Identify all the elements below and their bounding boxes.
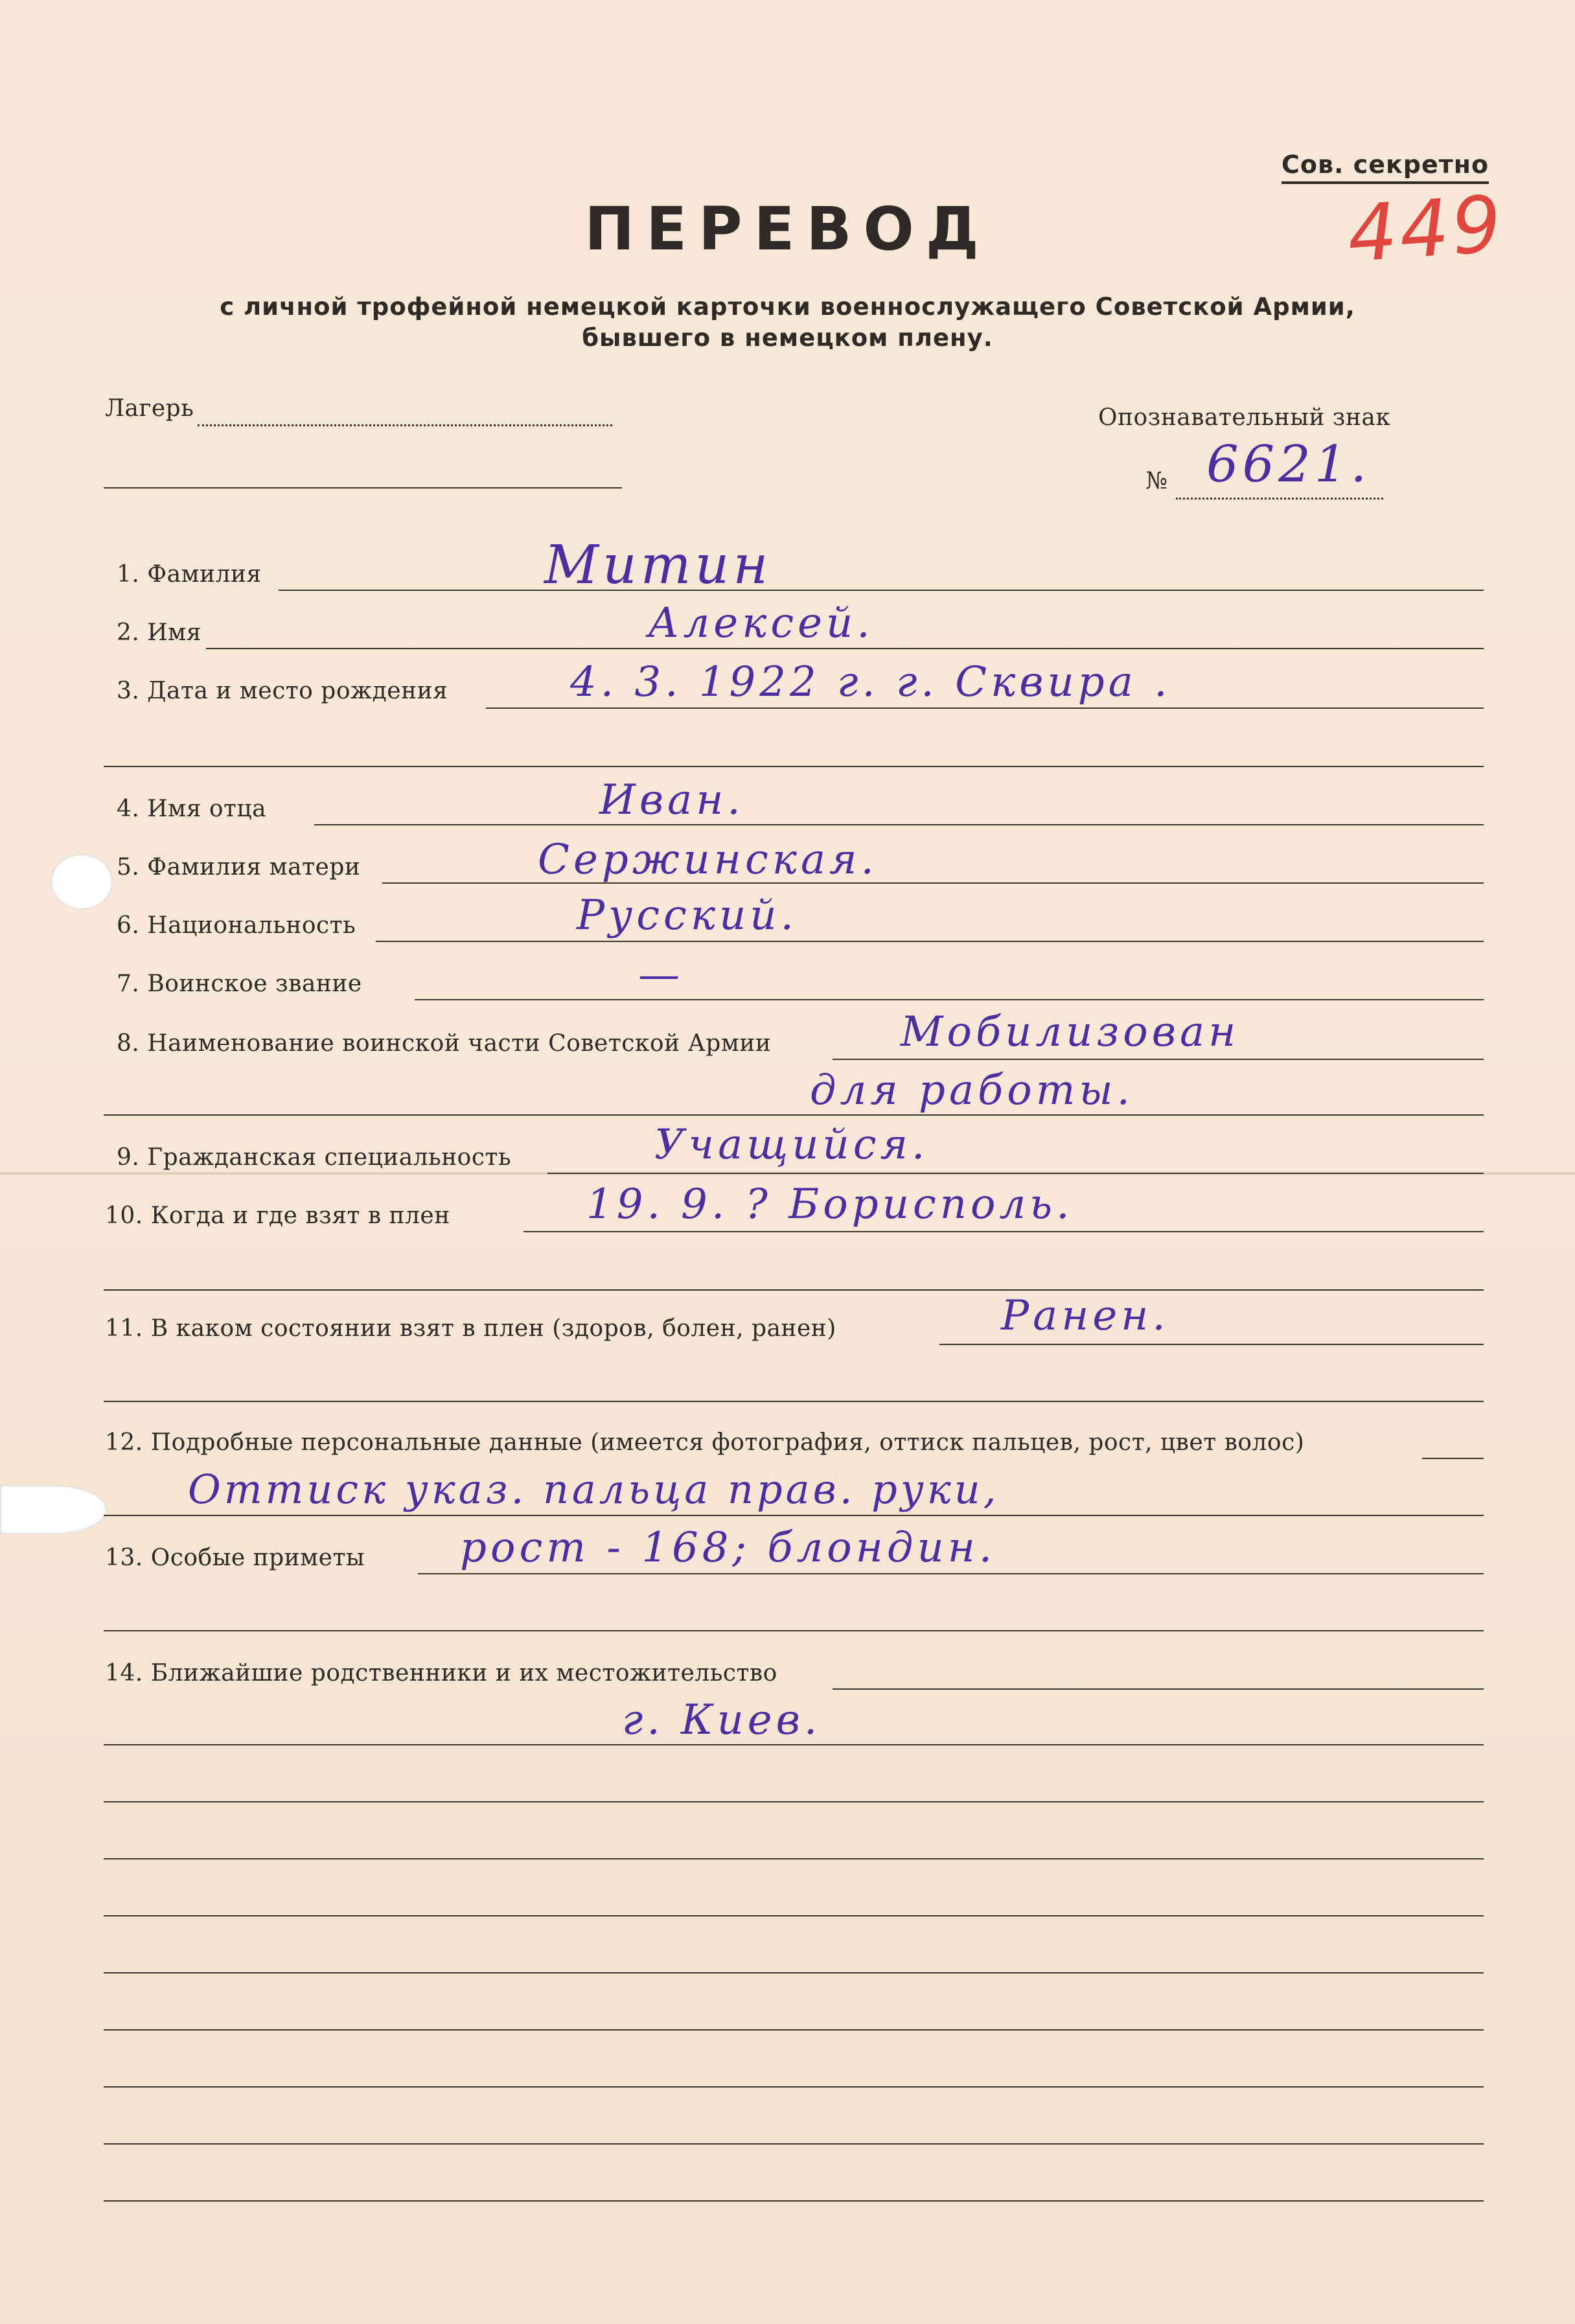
field-8-line-2 [104, 1114, 1484, 1116]
field-12-line-2 [104, 1515, 1484, 1516]
field-3-line-2 [104, 766, 1484, 767]
blank-line-3 [104, 1915, 1484, 1916]
field-8-value: Мобилизован [901, 1008, 1240, 1056]
id-number-value: 6621. [1206, 435, 1371, 494]
field-12-line [1422, 1458, 1484, 1459]
field-6-value: Русский. [577, 892, 798, 939]
field-6-label: 6. Национальность [117, 912, 356, 939]
field-13-line [418, 1573, 1484, 1574]
field-12-label: 12. Подробные персональные данные (имеется фотография, оттиск пальцев, рост, цвет волос) [105, 1429, 1305, 1456]
blank-line-2 [104, 1858, 1484, 1859]
field-13-line-2 [104, 1630, 1484, 1631]
field-14-value: г. Киев. [622, 1696, 822, 1744]
field-11-line [939, 1344, 1484, 1345]
document-title: ПЕРЕВОД [584, 194, 991, 264]
camp-line-2 [104, 487, 622, 489]
subtitle-line-2: бывшего в немецком плену. [582, 324, 993, 352]
blank-line-1 [104, 1801, 1484, 1802]
blank-line-4 [104, 1972, 1484, 1973]
field-9-value: Учащийся. [654, 1121, 929, 1169]
camp-label: Лагерь [105, 395, 194, 422]
field-4-line [314, 824, 1484, 825]
blank-line-6 [104, 2086, 1484, 2088]
field-10-value: 19. 9. ? Борисполь. [586, 1180, 1074, 1228]
field-10-label: 10. Когда и где взят в плен [105, 1202, 450, 1229]
red-handwritten-number: 449 [1344, 179, 1507, 281]
field-9-label: 9. Гражданская специальность [117, 1144, 512, 1171]
field-11-label: 11. В каком состоянии взят в плен (здоров, болен, ранен) [105, 1315, 836, 1342]
field-1-line [279, 590, 1484, 591]
field-2-value: Алексей. [648, 599, 874, 647]
field-14-line [833, 1688, 1484, 1690]
blank-line-8 [104, 2200, 1484, 2202]
field-2-label: 2. Имя [117, 619, 201, 646]
field-7-label: 7. Воинское звание [117, 971, 362, 997]
field-8-value-2: для работы. [810, 1066, 1134, 1114]
camp-line [198, 424, 612, 426]
field-3-value: 4. 3. 1922 г. г. Сквира . [570, 658, 1171, 706]
id-number-label: № [1145, 468, 1168, 494]
blank-line-7 [104, 2143, 1484, 2145]
field-3-label: 3. Дата и место рождения [117, 678, 448, 704]
subtitle-line-1: с личной трофейной немецкой карточки военнослужащего Советской Армии, [220, 293, 1355, 321]
field-8-label: 8. Наименование воинской части Советской Армии [117, 1030, 772, 1057]
field-5-value: Сержинская. [538, 836, 878, 884]
field-12-value: Оттиск указ. пальца прав. руки, [188, 1466, 1000, 1513]
punch-hole-top [51, 854, 113, 910]
field-1-label: 1. Фамилия [117, 561, 262, 588]
field-7-line [415, 999, 1484, 1000]
field-13-label: 13. Особые приметы [105, 1545, 365, 1571]
field-6-line [376, 941, 1484, 942]
field-2-line [206, 648, 1484, 649]
field-4-label: 4. Имя отца [117, 796, 267, 822]
field-5-label: 5. Фамилия матери [117, 854, 361, 880]
field-11-value: Ранен. [1001, 1292, 1169, 1340]
field-4-value: Иван. [599, 776, 744, 824]
punch-hole-bottom [0, 1485, 107, 1534]
field-11-line-2 [104, 1401, 1484, 1402]
field-14-line-2 [104, 1744, 1484, 1745]
field-10-line [523, 1231, 1484, 1232]
field-9-line [547, 1173, 1484, 1174]
secrecy-stamp: Сов. секретно [1282, 150, 1489, 184]
id-number-line [1176, 498, 1383, 500]
field-14-label: 14. Ближайшие родственники и их местожительство [105, 1660, 777, 1686]
id-mark-label: Опознавательный знак [1098, 404, 1391, 431]
field-1-value: Митин [544, 535, 772, 596]
field-10-line-2 [104, 1289, 1484, 1291]
field-13-value: рост - 168; блондин. [460, 1524, 996, 1572]
field-7-value: — [638, 951, 684, 999]
field-3-line [486, 708, 1484, 709]
field-8-line [833, 1059, 1484, 1060]
blank-line-5 [104, 2029, 1484, 2031]
